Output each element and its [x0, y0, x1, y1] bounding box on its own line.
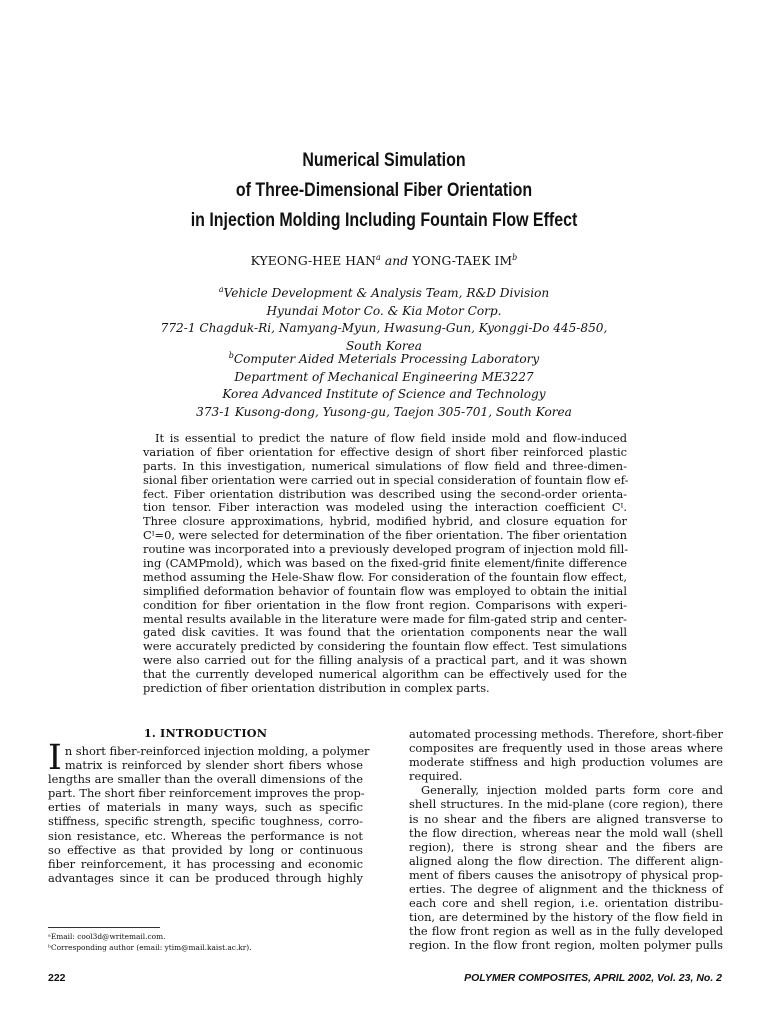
left-column: [48, 738, 370, 885]
body-line: Generally, injection molded parts form core and: [421, 783, 723, 798]
title-line: of Three-Dimensional Fiber Orientation: [235, 180, 533, 201]
abstract-line: It is essential to predict the nature of flow field inside mold and flow-induced: [155, 431, 627, 445]
body-line: fiber reinforcement, it has processing and economic: [48, 856, 363, 871]
abstract-line: that the currently developed numerical algorithm can be effectively used for the: [143, 667, 627, 682]
body-line: required.: [409, 769, 463, 784]
abstract-line: prediction of fiber orientation distribution in complex parts.: [143, 681, 490, 696]
drop-cap: I: [48, 738, 62, 778]
abstract-line: variation of fiber orientation for effective design of short fiber reinforced plastic: [143, 444, 627, 459]
author-conjunction: and: [384, 254, 409, 268]
title-line: in Injection Molding Including Fountain Flow Effect: [190, 210, 578, 231]
body-line: the flow direction, whereas near the mold wall (shell: [409, 825, 723, 840]
affiliation-line: Korea Advanced Institute of Science and Technology: [222, 387, 546, 401]
body-line: matrix is reinforced by slender short fibers whose: [64, 758, 363, 773]
author-list: [90, 254, 678, 268]
body-line: moderate stiffness and high production volumes are: [409, 755, 723, 770]
abstract-line: simplified deformation behavior of fountain flow was employed to obtain the initial: [143, 583, 627, 598]
body-line: lengths are smaller than the overall dimensions of the: [48, 772, 363, 787]
journal-running-footer: POLYMER COMPOSITES, APRIL 2002, Vol. 23, No. 2: [464, 972, 722, 984]
body-line: erties of materials in many ways, such as specific: [48, 800, 363, 815]
abstract-line: tion tensor. Fiber interaction was modeled using the interaction coefficient Cᴵ.: [143, 500, 627, 515]
footnote-corresponding-author: ᵇCorresponding author (email: ytim@mail.kaist.ac.kr).: [48, 943, 252, 952]
footnote-email: ᵃEmail: cool3d@writemail.com.: [48, 932, 166, 941]
author-name: YONG-TAEK IM: [412, 254, 513, 268]
abstract-line: parts. In this investigation, numerical simulations of flow field and three-dimen-: [143, 458, 627, 473]
affiliation-line: $^b$Computer Aided Meterials Processing Laboratory: [228, 351, 540, 366]
body-line: region), there is strong shear and the fibers are: [409, 839, 723, 854]
page-number: 222: [48, 972, 66, 984]
abstract-line: method assuming the Hele-Shaw flow. For consideration of the fountain flow effect,: [143, 569, 627, 584]
affiliation-line: Department of Mechanical Engineering ME3227: [234, 369, 534, 384]
abstract-line: Three closure approximations, hybrid, modified hybrid, and closure equation for: [143, 514, 627, 529]
affiliation-line: $^a$Vehicle Development & Analysis Team, R&D Division: [218, 285, 550, 300]
paper-title: [137, 146, 631, 236]
body-line: advantages since it can be produced through highly: [48, 870, 363, 885]
body-line: composites are frequently used in those areas where: [409, 741, 723, 756]
abstract: [143, 432, 627, 696]
affiliation-mark: a: [218, 285, 224, 294]
body-line: n short fiber-reinforced injection molding, a polymer: [64, 744, 370, 758]
author-name: KYEONG-HEE HAN: [250, 254, 376, 268]
body-line: part. The short fiber reinforcement improves the prop-: [48, 786, 365, 801]
right-column: [409, 727, 723, 953]
body-line: region. In the flow front region, molten polymer pulls: [409, 938, 723, 953]
affiliation-line: Hyundai Motor Co. & Kia Motor Corp.: [266, 303, 502, 318]
section-heading: 1. INTRODUCTION: [143, 726, 268, 740]
affiliation-mark: b: [228, 351, 234, 360]
affiliation-line: South Korea: [346, 338, 422, 353]
body-line: the flow front region as well as in the fully developed: [409, 924, 723, 939]
abstract-line: were accurately predicted by considering the fountain flow effect. Test simulations: [143, 639, 627, 654]
footnote-rule: [48, 927, 160, 928]
affiliation-a: [90, 285, 678, 355]
body-line: is no shear and the fibers are aligned transverse to: [409, 811, 723, 826]
body-line: tion, are determined by the history of the flow field in: [409, 910, 723, 925]
abstract-line: sional fiber orientation were carried out in special consideration of fountain flow ef-: [143, 472, 629, 487]
body-line: ment of fibers causes the anisotropy of physical prop-: [409, 867, 723, 882]
footnotes: [48, 931, 252, 953]
body-line: sion resistance, etc. Whereas the performance is not: [48, 828, 363, 843]
author-affiliation-mark: b: [512, 253, 518, 262]
body-line: automated processing methods. Therefore, short-fiber: [409, 727, 723, 741]
affiliation-line: 772-1 Chagduk-Ri, Namyang-Myun, Hwasung-Gun, Kyonggi-Do 445-850,: [160, 321, 608, 335]
author-affiliation-mark: a: [375, 253, 381, 262]
abstract-line: fect. Fiber orientation distribution was described using the second-order orienta-: [143, 486, 627, 501]
abstract-line: condition for fiber orientation in the flow front region. Comparisons with experi-: [143, 597, 627, 612]
body-line: stiffness, specific strength, specific toughness, corro-: [48, 814, 363, 829]
abstract-line: routine was incorporated into a previously developed program of injection mold fill-: [143, 542, 629, 557]
body-line: aligned along the flow direction. The different align-: [409, 853, 723, 868]
affiliation-line: 373-1 Kusong-dong, Yusong-gu, Taejon 305-701, South Korea: [196, 404, 572, 419]
body-line: each core and shell region, i.e. orientation distribu-: [409, 896, 723, 911]
title-line: Numerical Simulation: [302, 150, 466, 171]
abstract-line: ing (CAMPmold), which was based on the fixed-grid finite element/finite difference: [143, 556, 627, 571]
abstract-line: Cᴵ=0, were selected for determination of the fiber orientation. The fiber orientation: [143, 528, 627, 543]
abstract-line: mental results available in the literature were made for film-gated strip and center-: [143, 611, 627, 626]
affiliation-b: [90, 351, 678, 421]
abstract-line: were also carried out for the filling analysis of a practical part, and it was shown: [143, 653, 627, 668]
body-line: erties. The degree of alignment and the thickness of: [409, 882, 723, 897]
body-line: so effective as that provided by long or continuous: [48, 842, 363, 857]
body-line: shell structures. In the mid-plane (core region), there: [409, 797, 723, 812]
abstract-line: gated disk cavities. It was found that the orientation components near the wall: [143, 625, 627, 640]
